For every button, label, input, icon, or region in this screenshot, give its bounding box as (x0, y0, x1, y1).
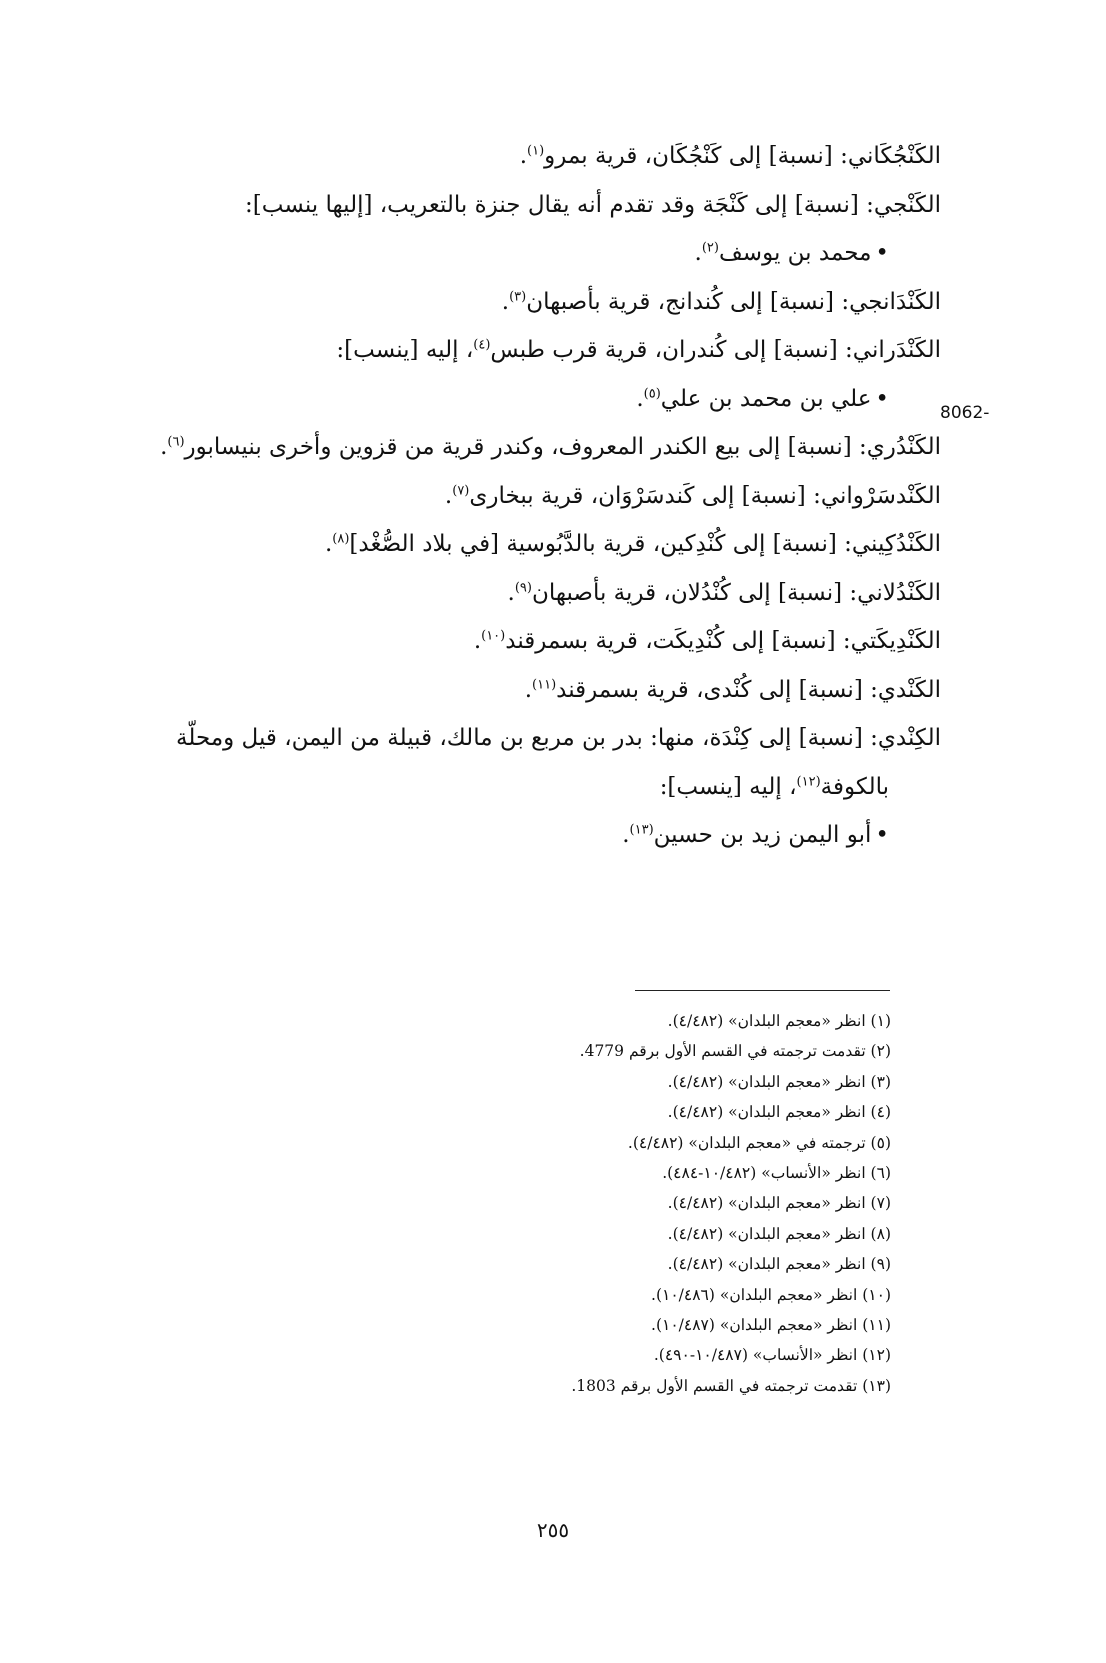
entry-kunduri: الكَنْدُري: [نسبة] إلى بيع الكندر المعروف، وكندر قرية من قزوين وأخرى بنيسابور$^{(٦)}$. (160, 434, 941, 460)
footnote: (١٢) انظر «الأنساب» (١٠/٤٨٧-٤٩٠). (653, 1346, 891, 1365)
footnote: (١١) انظر «معجم البلدان» (١٠/٤٨٧). (651, 1316, 891, 1335)
footnote: (١) انظر «معجم البلدان» (٤/٤٨٢). (667, 1012, 891, 1030)
entry-kandanji: الكَنْدَانجي: [نسبة] إلى كُندانج، قرية بأصبهان$^{(٣)}$. (501, 288, 941, 315)
side-record-number: 8062- (940, 403, 990, 423)
entry-kandarani: الكَنْدَراني: [نسبة] إلى كُندران، قرية قرب طبس$^{(٤)}$، إليه [ينسب]: (336, 337, 941, 363)
footnote: (٤) انظر «معجم البلدان» (٤/٤٨٢). (667, 1103, 891, 1122)
entry-kandi: الكَنْدي: [نسبة] إلى كُنْدى، قرية بسمرقند$^{(١١)}$. (524, 676, 941, 703)
entry-kandikati: الكَنْدِيكَتي: [نسبة] إلى كُنْدِيكَت، قرية بسمرقند$^{(١٠)}$. (473, 628, 941, 654)
main-text (121, 132, 941, 860)
entry-kindi: الكِنْدي: [نسبة] إلى كِنْدَة، منها: بدر بن مربع بن مالك، قبيلة من اليمن، قيل ومحلّة (176, 725, 941, 751)
footnote: (٢) تقدمت ترجمته في القسم الأول برقم 4779. (579, 1042, 891, 1061)
entry-kandulani: الكَنْدُلاني: [نسبة] إلى كُنْدُلان، قرية بأصبهان$^{(٩)}$. (507, 579, 941, 606)
person-ali-bin-muhammad: • علي بن محمد بن علي$^{(٥)}$. (121, 375, 941, 424)
person-muhammad-bin-yusuf: • محمد بن يوسف$^{(٢)}$. (121, 229, 941, 278)
footnote: (١٣) تقدمت ترجمته في القسم الأول برقم 1803. (571, 1376, 891, 1395)
footnotes (191, 1006, 891, 1401)
footnote: (٥) ترجمته في «معجم البلدان» (٤/٤٨٢). (627, 1133, 891, 1152)
footnote: (٦) انظر «الأنساب» (١٠/٤٨٢-٤٨٤). (662, 1164, 891, 1183)
footnote: (٧) انظر «معجم البلدان» (٤/٤٨٢). (667, 1194, 891, 1213)
page-number: ٢٥٥ (536, 1518, 570, 1542)
entry-kanjukani: الكَنْجُكَاني: [نسبة] إلى كَنْجُكَان، قرية بمرو$^{(١)}$. (519, 143, 941, 169)
footnote: (٨) انظر «معجم البلدان» (٤/٤٨٢). (667, 1224, 891, 1243)
entry-kandukini: الكَنْدُكِيني: [نسبة] إلى كُنْدِكين، قرية بالدَّبُوسية [في بلاد الصُّغْد]$^{(٨)}$. (324, 531, 941, 557)
entry-kindi-continuation: بالكوفة$^{(١٢)}$، إليه [ينسب]: (659, 773, 889, 800)
person-abu-al-yaman: • أبو اليمن زيد بن حسين$^{(١٣)}$. (121, 811, 941, 860)
footnote: (٩) انظر «معجم البلدان» (٤/٤٨٢). (667, 1255, 891, 1274)
footnote-divider (635, 990, 890, 991)
entry-kanji: الكَنْجي: [نسبة] إلى كَنْجَة وقد تقدم أنه يقال جنزة بالتعريب، [إليها ينسب]: (245, 191, 941, 218)
footnote: (٣) انظر «معجم البلدان» (٤/٤٨٢). (667, 1072, 891, 1091)
footnote: (١٠) انظر «معجم البلدان» (١٠/٤٨٦). (651, 1285, 891, 1304)
entry-kandasarwani: الكَنْدسَرْواني: [نسبة] إلى كَندسَرْوَان، قرية ببخارى$^{(٧)}$. (444, 482, 941, 509)
